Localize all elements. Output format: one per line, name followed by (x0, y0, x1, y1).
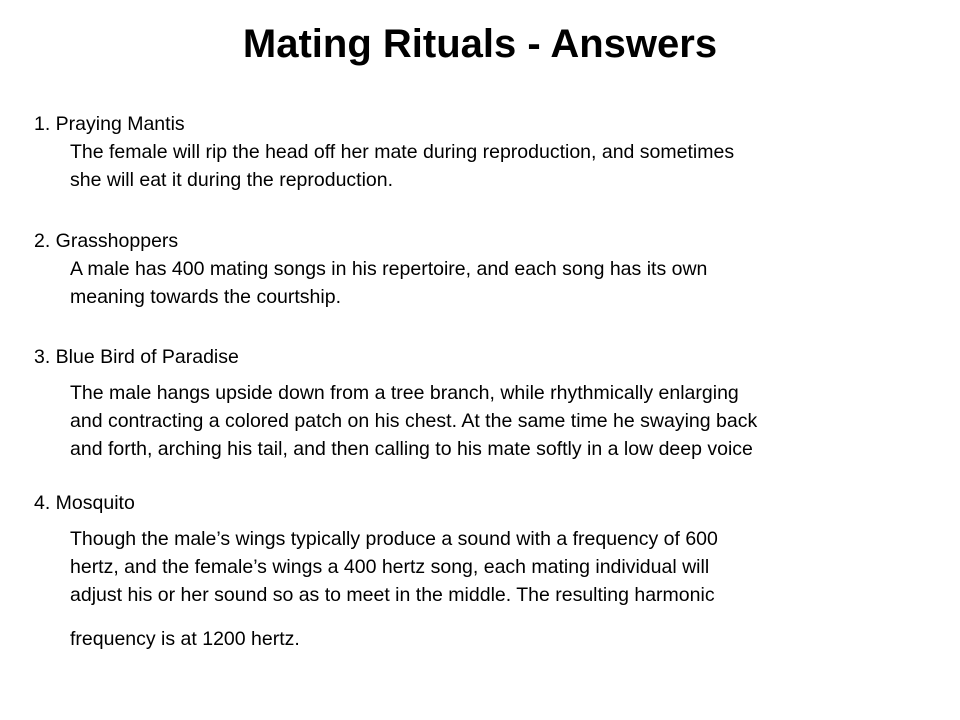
answer-line: A male has 400 mating songs in his repertoire, and each song has its own (70, 258, 708, 280)
answer-text (70, 138, 934, 194)
answer-line: meaning towards the courtship. (70, 286, 341, 308)
answer-line: Though the male’s wings typically produce a sound with a frequency of 600 (70, 528, 718, 550)
answer-line: adjust his or her sound so as to meet in the middle. The resulting harmonic (70, 584, 715, 606)
answer-text (70, 379, 934, 463)
answer-item-blue-bird-of-paradise (34, 343, 934, 463)
answer-line: and forth, arching his tail, and then calling to his mate softly in a low deep voice (70, 438, 753, 460)
answer-line: The male hangs upside down from a tree branch, while rhythmically enlarging (70, 382, 739, 404)
answer-heading: 3. Blue Bird of Paradise (34, 346, 239, 368)
answer-heading: 4. Mosquito (34, 492, 135, 514)
answer-line: The female will rip the head off her mate during reproduction, and sometimes (70, 141, 735, 163)
answer-line: frequency is at 1200 hertz. (70, 628, 300, 650)
answer-item-grasshoppers (34, 227, 934, 311)
answer-heading: 1. Praying Mantis (34, 113, 185, 135)
answer-item-praying-mantis (34, 110, 934, 194)
answer-line: hertz, and the female’s wings a 400 hertz song, each mating individual will (70, 556, 710, 578)
answer-item-mosquito (34, 489, 934, 653)
answer-heading: 2. Grasshoppers (34, 230, 179, 252)
answer-text (70, 525, 934, 653)
answer-text (70, 255, 934, 311)
answer-line: and contracting a colored patch on his chest. At the same time he swaying back (70, 410, 758, 432)
answer-line: she will eat it during the reproduction. (70, 169, 394, 191)
slide-title: Mating Rituals - Answers (242, 22, 718, 66)
line-gap (70, 609, 934, 625)
